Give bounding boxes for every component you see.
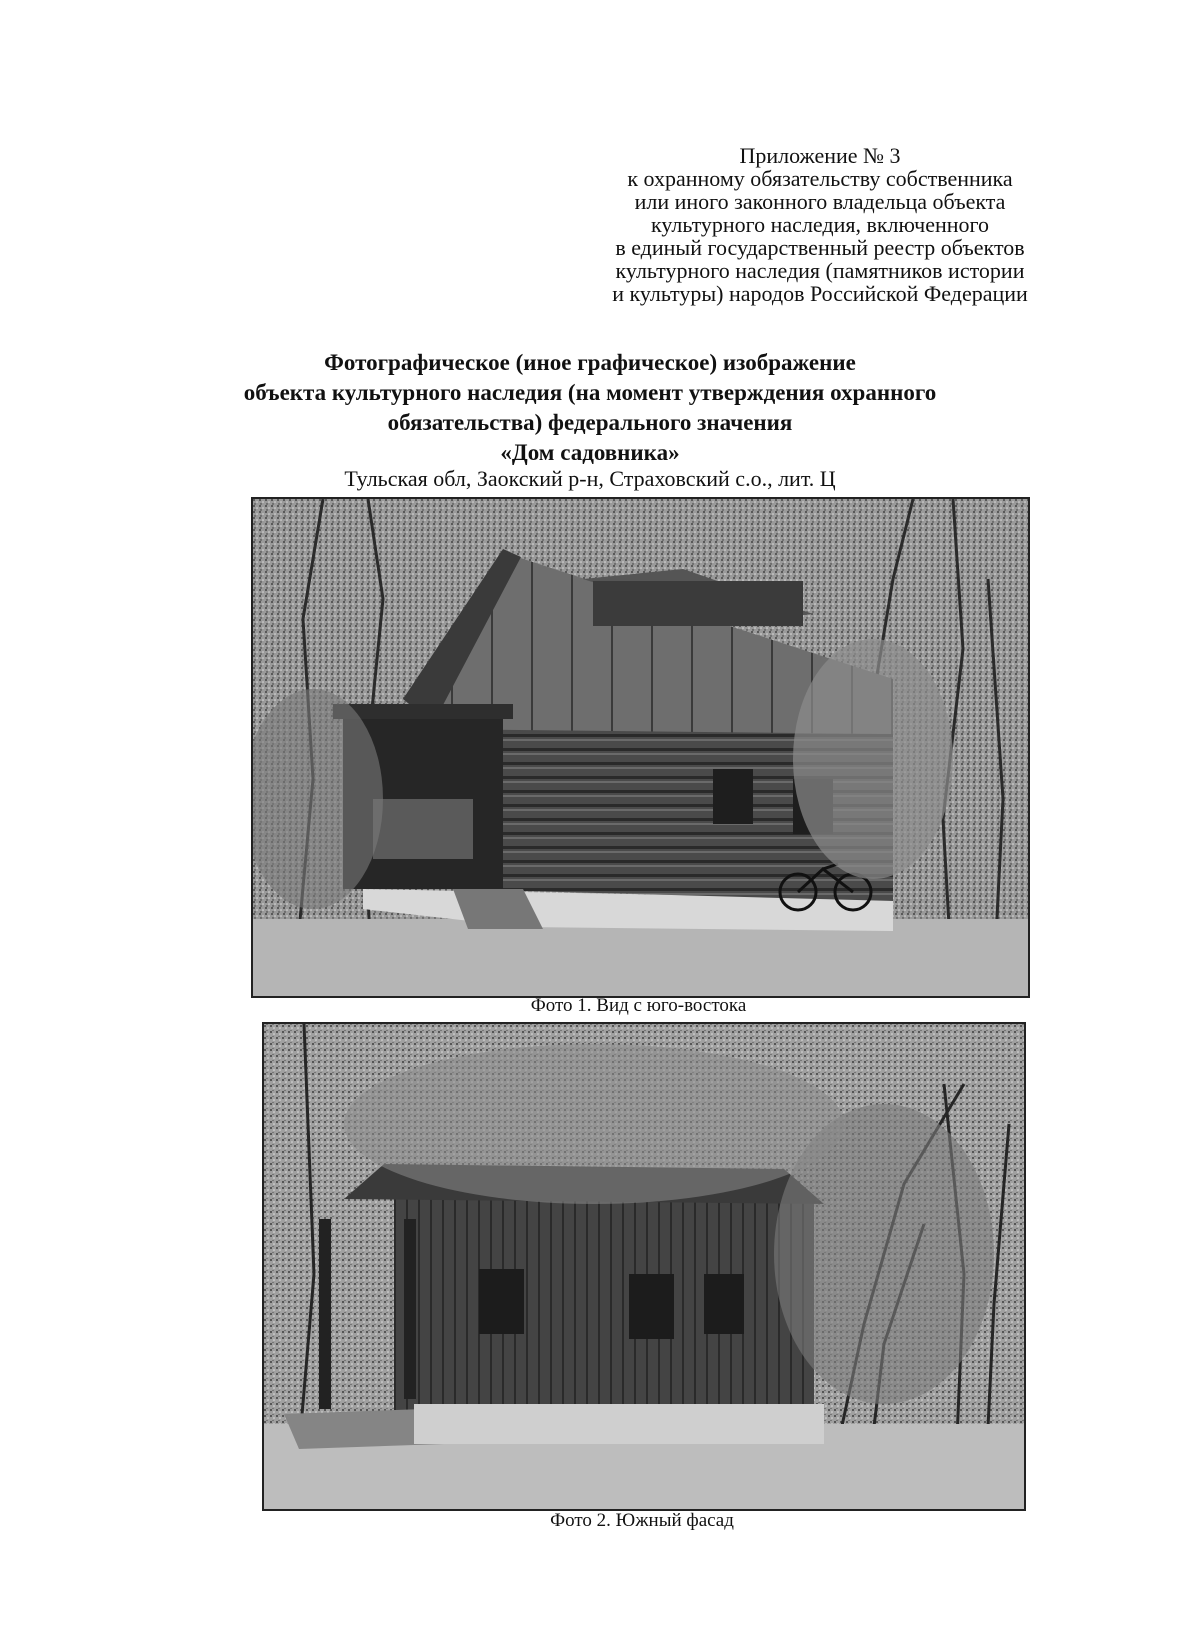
- appendix-line: культурного наследия (памятников истории: [615, 258, 1025, 283]
- object-name: «Дом садовника»: [500, 440, 680, 465]
- appendix-line: или иного законного владельца объекта: [634, 189, 1006, 214]
- title-line: объекта культурного наследия (на момент утверждения охранного: [243, 380, 937, 405]
- photo-1-caption: Фото 1. Вид с юго-востока: [530, 995, 747, 1016]
- title-line: обязательства) федерального значения: [387, 410, 793, 435]
- object-address: Тульская обл, Заокский р-н, Страховский с.о., лит. Ц: [344, 466, 836, 491]
- photo-2-caption: Фото 2. Южный фасад: [550, 1510, 734, 1531]
- document-title: [150, 348, 1030, 468]
- photo-south-facade: [262, 1022, 1026, 1511]
- appendix-line: в единый государственный реестр объектов: [615, 235, 1025, 260]
- appendix-header: [560, 144, 1080, 305]
- appendix-line: культурного наследия, включенного: [650, 212, 989, 237]
- appendix-line: и культуры) народов Российской Федерации: [612, 281, 1028, 306]
- appendix-line: к охранному обязательству собственника: [627, 166, 1013, 191]
- photo-southeast-view: [251, 497, 1030, 998]
- appendix-number: Приложение № 3: [739, 143, 901, 168]
- title-line: Фотографическое (иное графическое) изображение: [324, 350, 856, 375]
